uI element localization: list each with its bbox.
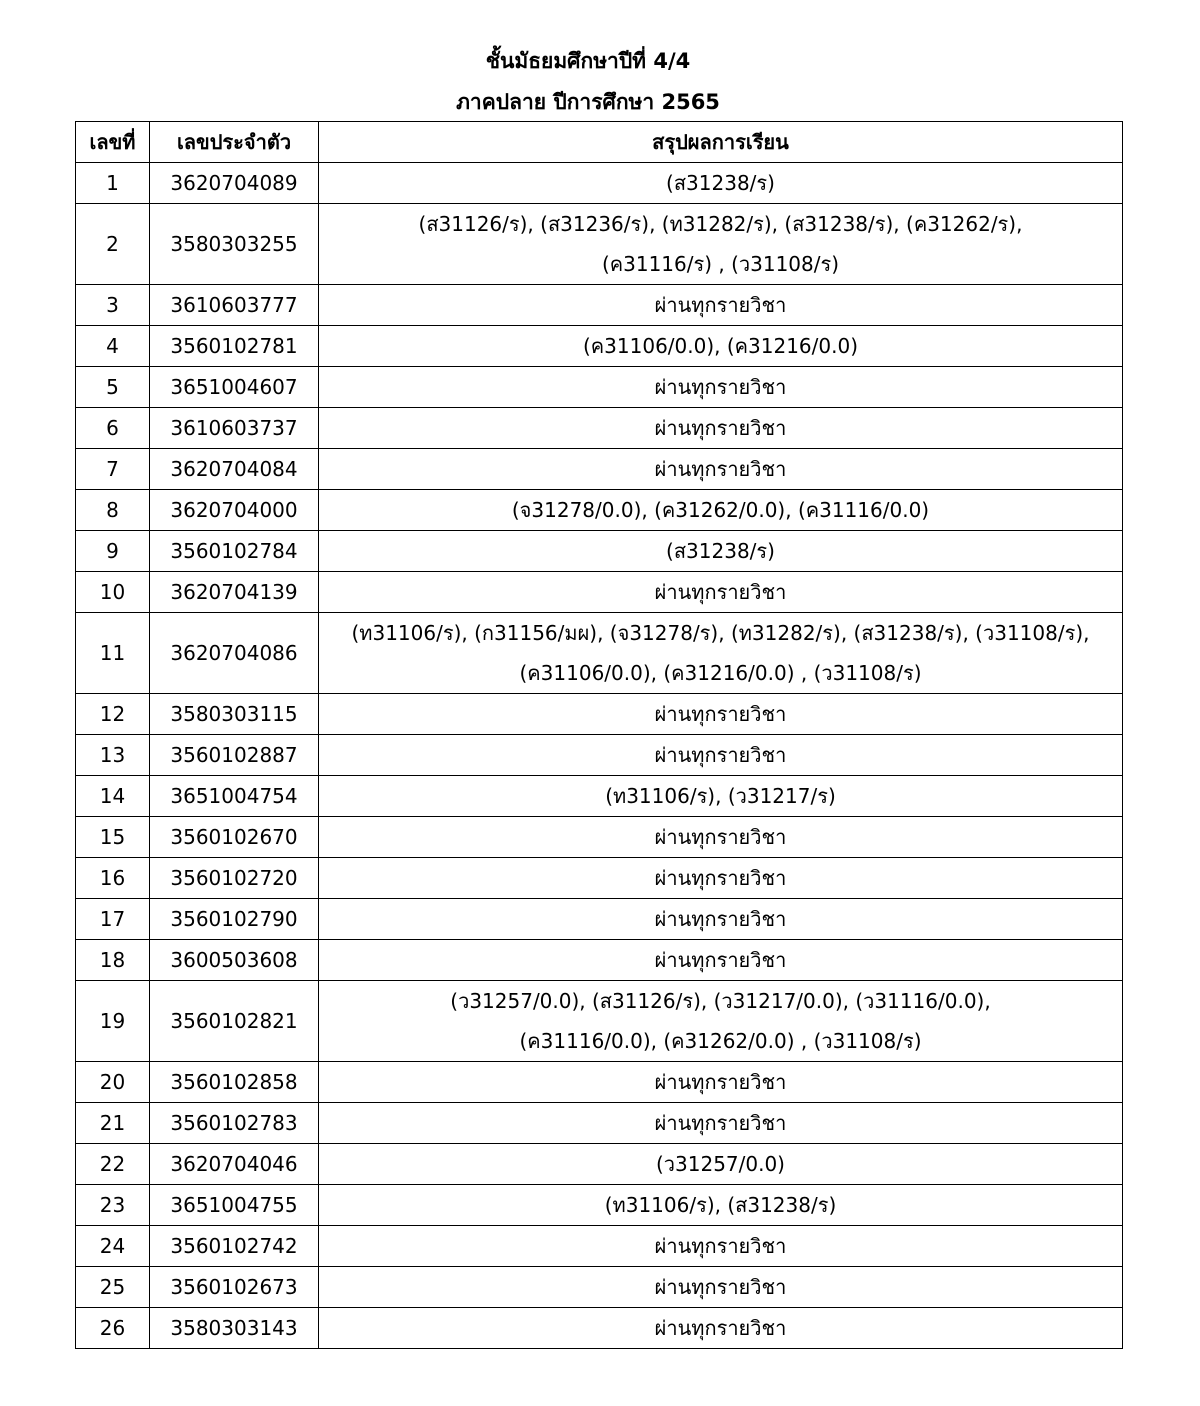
summary-line: (ส31238/ร)	[666, 171, 775, 195]
student-id: 3560102670	[150, 817, 319, 858]
table-row	[76, 1226, 1123, 1267]
summary-line: ผ่านทุกรายวิชา	[654, 457, 787, 481]
student-id: 3620704046	[150, 1144, 319, 1185]
row-number: 12	[76, 694, 150, 735]
table-row	[76, 1103, 1123, 1144]
result-summary	[319, 1185, 1123, 1226]
row-number: 4	[76, 326, 150, 367]
row-number: 17	[76, 899, 150, 940]
result-summary	[319, 408, 1123, 449]
summary-line: ผ่านทุกรายวิชา	[654, 1070, 787, 1094]
row-number: 2	[76, 204, 150, 285]
summary-line: ผ่านทุกรายวิชา	[654, 1275, 787, 1299]
student-id: 3560102821	[150, 981, 319, 1062]
table-row	[76, 1185, 1123, 1226]
summary-line: ผ่านทุกรายวิชา	[654, 293, 787, 317]
result-summary	[319, 776, 1123, 817]
summary-line: ผ่านทุกรายวิชา	[654, 375, 787, 399]
summary-line: ผ่านทุกรายวิชา	[654, 1234, 787, 1258]
result-summary	[319, 367, 1123, 408]
row-number: 6	[76, 408, 150, 449]
row-number: 18	[76, 940, 150, 981]
table-row	[76, 367, 1123, 408]
student-id: 3651004754	[150, 776, 319, 817]
result-summary	[319, 735, 1123, 776]
summary-line: (ว31257/0.0), (ส31126/ร), (ว31217/0.0), (ว31116/0.0),	[450, 989, 991, 1013]
result-summary	[319, 899, 1123, 940]
student-id: 3620704084	[150, 449, 319, 490]
row-number: 14	[76, 776, 150, 817]
header-number: เลขที่	[76, 122, 150, 163]
student-id: 3560102790	[150, 899, 319, 940]
student-id: 3560102783	[150, 1103, 319, 1144]
row-number: 25	[76, 1267, 150, 1308]
student-id: 3610603777	[150, 285, 319, 326]
student-id: 3580303143	[150, 1308, 319, 1349]
student-id: 3560102742	[150, 1226, 319, 1267]
student-id: 3560102887	[150, 735, 319, 776]
result-summary	[319, 1226, 1123, 1267]
row-number: 9	[76, 531, 150, 572]
summary-line: (ค31106/0.0), (ค31216/0.0) , (ว31108/ร)	[519, 661, 922, 685]
summary-line: (ค31116/0.0), (ค31262/0.0) , (ว31108/ร)	[519, 1029, 922, 1053]
student-id: 3560102784	[150, 531, 319, 572]
table-body	[76, 163, 1123, 1349]
result-summary	[319, 449, 1123, 490]
summary-line: ผ่านทุกรายวิชา	[654, 907, 787, 931]
result-summary	[319, 694, 1123, 735]
student-id: 3610603737	[150, 408, 319, 449]
result-summary	[319, 981, 1123, 1062]
student-id: 3620704089	[150, 163, 319, 204]
row-number: 20	[76, 1062, 150, 1103]
student-id: 3560102720	[150, 858, 319, 899]
table-row	[76, 285, 1123, 326]
table-row	[76, 449, 1123, 490]
table-row	[76, 1267, 1123, 1308]
summary-line: (ส31238/ร)	[666, 539, 775, 563]
results-table	[75, 121, 1123, 1349]
row-number: 22	[76, 1144, 150, 1185]
table-row	[76, 613, 1123, 694]
table-row	[76, 1062, 1123, 1103]
result-summary	[319, 1103, 1123, 1144]
table-row	[76, 408, 1123, 449]
student-id: 3580303255	[150, 204, 319, 285]
summary-line: ผ่านทุกรายวิชา	[654, 416, 787, 440]
result-summary	[319, 940, 1123, 981]
summary-line: (ท31106/ร), (ก31156/มผ), (จ31278/ร), (ท31282/ร), (ส31238/ร), (ว31108/ร),	[351, 621, 1090, 645]
table-row	[76, 694, 1123, 735]
student-id: 3580303115	[150, 694, 319, 735]
row-number: 10	[76, 572, 150, 613]
row-number: 19	[76, 981, 150, 1062]
table-row	[76, 1144, 1123, 1185]
summary-line: (ท31106/ร), (ว31217/ร)	[605, 784, 836, 808]
summary-line: (จ31278/0.0), (ค31262/0.0), (ค31116/0.0)	[511, 498, 930, 522]
student-id: 3560102781	[150, 326, 319, 367]
row-number: 11	[76, 613, 150, 694]
summary-line: (ค31116/ร) , (ว31108/ร)	[601, 252, 840, 276]
result-summary	[319, 490, 1123, 531]
document-subtitle: ภาคปลาย ปีการศึกษา 2565	[456, 90, 720, 114]
student-id: 3560102673	[150, 1267, 319, 1308]
row-number: 1	[76, 163, 150, 204]
row-number: 5	[76, 367, 150, 408]
table-row	[76, 776, 1123, 817]
summary-line: (ส31126/ร), (ส31236/ร), (ท31282/ร), (ส31238/ร), (ค31262/ร),	[418, 212, 1023, 236]
summary-line: ผ่านทุกรายวิชา	[654, 580, 787, 604]
row-number: 8	[76, 490, 150, 531]
student-id: 3560102858	[150, 1062, 319, 1103]
summary-line: (ค31106/0.0), (ค31216/0.0)	[582, 334, 859, 358]
summary-line: ผ่านทุกรายวิชา	[654, 948, 787, 972]
row-number: 24	[76, 1226, 150, 1267]
table-row	[76, 572, 1123, 613]
header-summary: สรุปผลการเรียน	[319, 122, 1123, 163]
table-row	[76, 858, 1123, 899]
table-row	[76, 163, 1123, 204]
row-number: 13	[76, 735, 150, 776]
result-summary	[319, 613, 1123, 694]
student-id: 3600503608	[150, 940, 319, 981]
result-summary	[319, 163, 1123, 204]
result-summary	[319, 817, 1123, 858]
result-summary	[319, 204, 1123, 285]
result-summary	[319, 285, 1123, 326]
student-id: 3620704000	[150, 490, 319, 531]
row-number: 7	[76, 449, 150, 490]
summary-line: (ท31106/ร), (ส31238/ร)	[604, 1193, 837, 1217]
result-summary	[319, 1144, 1123, 1185]
summary-line: ผ่านทุกรายวิชา	[654, 825, 787, 849]
table-row	[76, 326, 1123, 367]
result-summary	[319, 326, 1123, 367]
summary-line: ผ่านทุกรายวิชา	[654, 702, 787, 726]
summary-line: ผ่านทุกรายวิชา	[654, 1316, 787, 1340]
document-title: ชั้นมัธยมศึกษาปีที่ 4/4	[485, 49, 691, 73]
result-summary	[319, 1308, 1123, 1349]
row-number: 21	[76, 1103, 150, 1144]
header-student-id: เลขประจำตัว	[150, 122, 319, 163]
student-id: 3620704086	[150, 613, 319, 694]
summary-line: (ว31257/0.0)	[655, 1152, 785, 1176]
table-row	[76, 899, 1123, 940]
table-row	[76, 940, 1123, 981]
result-summary	[319, 572, 1123, 613]
result-summary	[319, 1267, 1123, 1308]
table-row	[76, 490, 1123, 531]
table-row	[76, 1308, 1123, 1349]
summary-line: ผ่านทุกรายวิชา	[654, 1111, 787, 1135]
row-number: 3	[76, 285, 150, 326]
result-summary	[319, 858, 1123, 899]
row-number: 15	[76, 817, 150, 858]
table-row	[76, 204, 1123, 285]
result-summary	[319, 1062, 1123, 1103]
summary-line: ผ่านทุกรายวิชา	[654, 866, 787, 890]
table-row	[76, 981, 1123, 1062]
student-id: 3651004755	[150, 1185, 319, 1226]
summary-line: ผ่านทุกรายวิชา	[654, 743, 787, 767]
row-number: 16	[76, 858, 150, 899]
student-id: 3620704139	[150, 572, 319, 613]
table-row	[76, 735, 1123, 776]
table-header-row	[76, 122, 1123, 163]
table-row	[76, 531, 1123, 572]
student-id: 3651004607	[150, 367, 319, 408]
result-summary	[319, 531, 1123, 572]
table-row	[76, 817, 1123, 858]
row-number: 26	[76, 1308, 150, 1349]
row-number: 23	[76, 1185, 150, 1226]
